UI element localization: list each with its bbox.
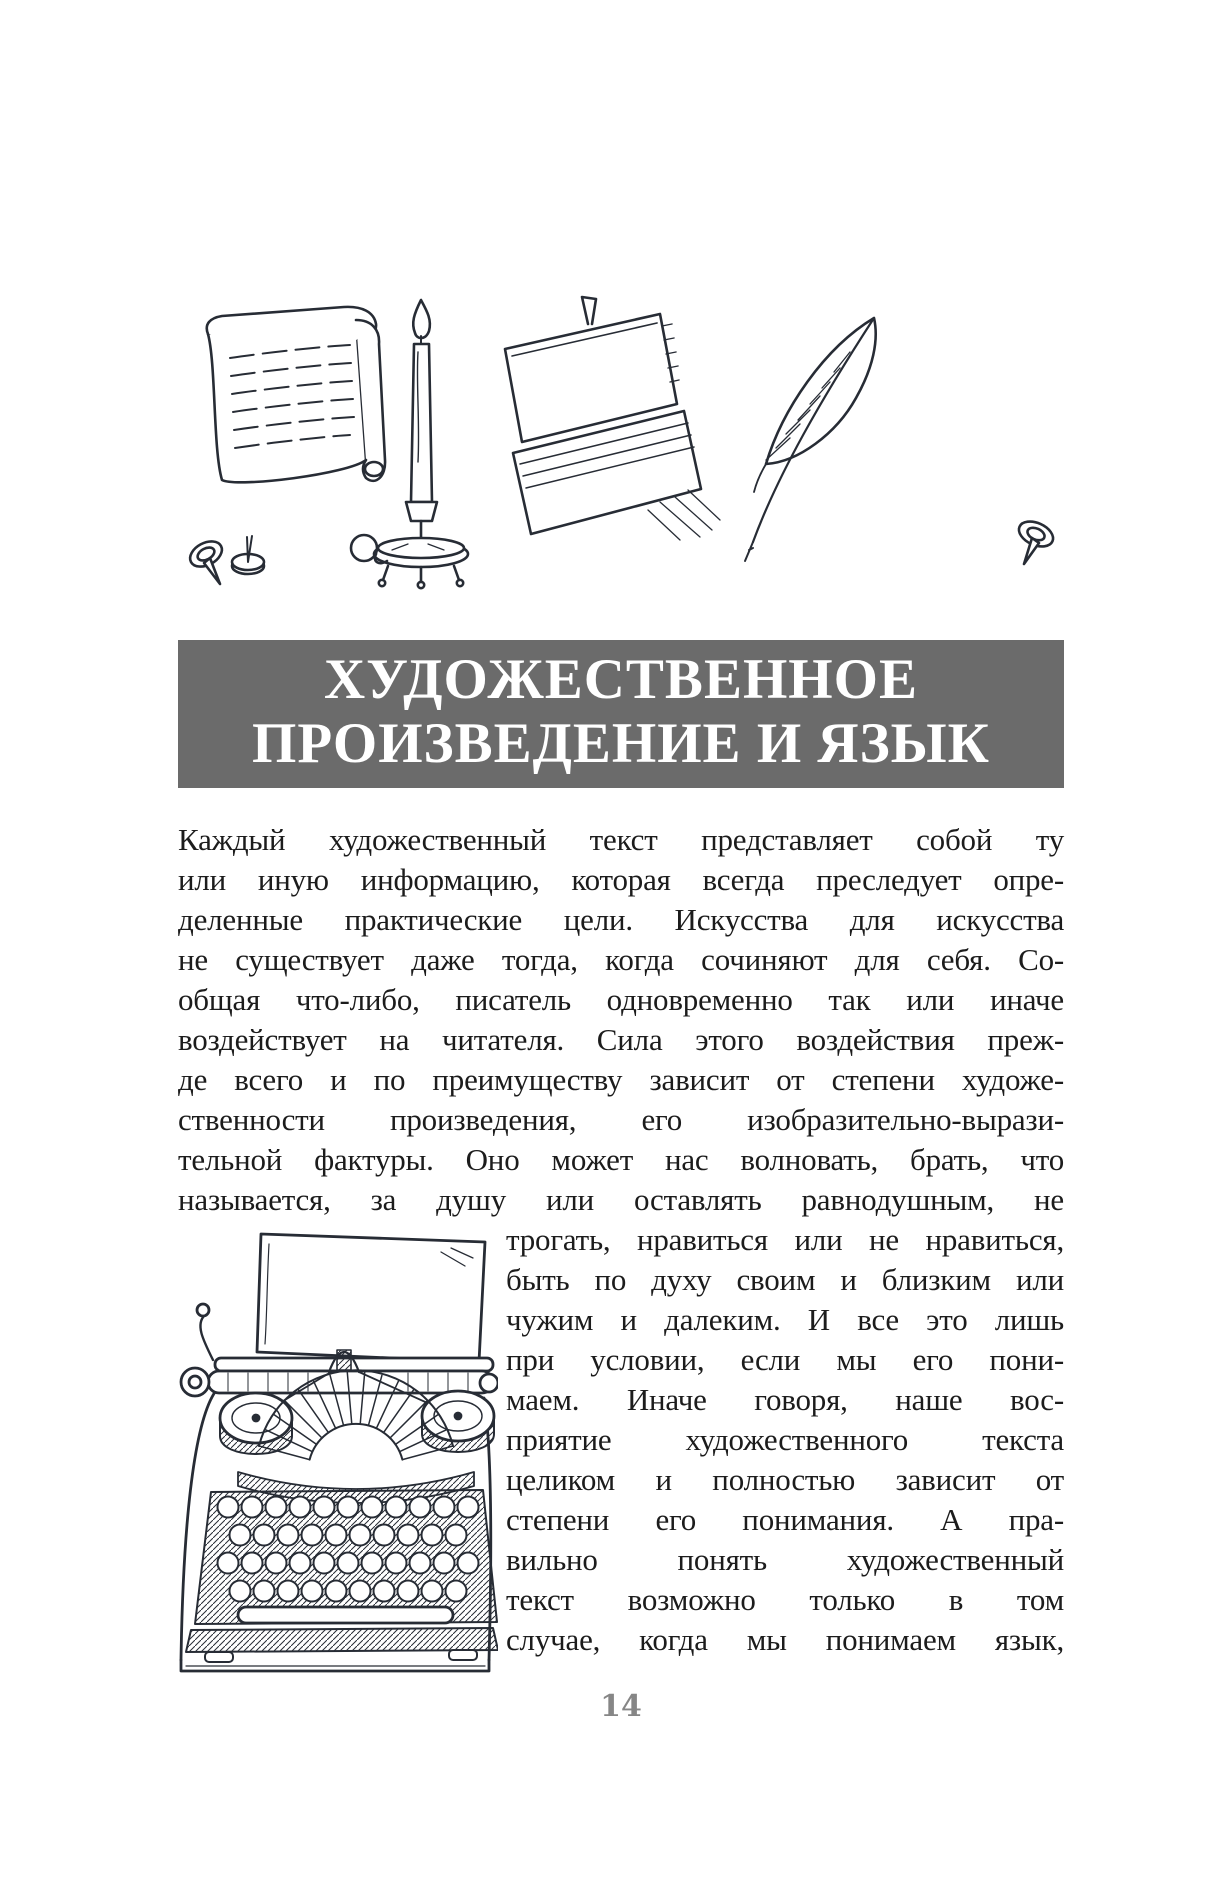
typewriter-illustration xyxy=(153,1220,498,1675)
pushpin-icon xyxy=(1015,517,1057,564)
text-line: приятие художественного текста xyxy=(506,1422,1064,1457)
pushpin-icon xyxy=(232,536,264,574)
text-line: деленные практические цели. Искусства для искусства xyxy=(178,902,1064,937)
pushpin-icon xyxy=(186,536,226,584)
text-line: или иную информацию, которая всегда преследует опре- xyxy=(178,862,1064,897)
text-line: воздействует на читателя. Сила этого воздействия преж- xyxy=(178,1022,1064,1057)
text-line: ственности произведения, его изобразительно-вырази- xyxy=(178,1102,1064,1137)
body-text-part2-column xyxy=(498,1220,1064,1660)
text-line: быть по духу своим и близким или xyxy=(506,1262,1064,1297)
scroll-icon xyxy=(207,307,385,482)
text-line: трогать, нравиться или не нравиться, xyxy=(506,1222,1064,1257)
body-text-part2 xyxy=(178,1220,1064,1675)
books-icon xyxy=(505,297,720,540)
text-line: де всего и по преимуществу зависит от степени художе- xyxy=(178,1062,1064,1097)
text-line: чужим и далеким. И все это лишь xyxy=(506,1302,1064,1337)
text-line: общая что-либо, писатель одновременно так или иначе xyxy=(178,982,1064,1017)
chapter-title-banner xyxy=(178,640,1064,788)
chapter-title-line2: ПРОИЗВЕДЕНИЕ И ЯЗЫК xyxy=(252,712,990,775)
text-line: вильно понять художественный xyxy=(506,1542,1064,1577)
chapter-title-line1: ХУДОЖЕСТВЕННОЕ xyxy=(324,648,918,711)
page-number: 14 xyxy=(600,1689,642,1724)
quill-icon xyxy=(745,318,876,561)
text-line: при условии, если мы его пони- xyxy=(506,1342,1064,1377)
text-line: степени его понимания. А пра- xyxy=(506,1502,1064,1537)
page-content xyxy=(178,0,1064,1724)
text-line: текст возможно только в том xyxy=(506,1582,1064,1617)
header-art-band xyxy=(178,0,1064,592)
text-line: случае, когда мы понимаем язык, xyxy=(506,1622,1064,1657)
body-text-part1 xyxy=(178,820,1064,1220)
typewriter-drawing xyxy=(153,1220,498,1675)
header-art xyxy=(178,292,1064,592)
text-line: называется, за душу или оставлять равнодушным, не xyxy=(178,1182,1064,1217)
text-line: маем. Иначе говоря, наше вос- xyxy=(506,1382,1064,1417)
text-line: не существует даже тогда, когда сочиняют для себя. Со- xyxy=(178,942,1064,977)
text-line: тельной фактуры. Оно может нас волновать, брать, что xyxy=(178,1142,1064,1177)
text-line: целиком и полностью зависит от xyxy=(506,1462,1064,1497)
text-line: Каждый художественный текст представляет собой ту xyxy=(178,822,1064,857)
